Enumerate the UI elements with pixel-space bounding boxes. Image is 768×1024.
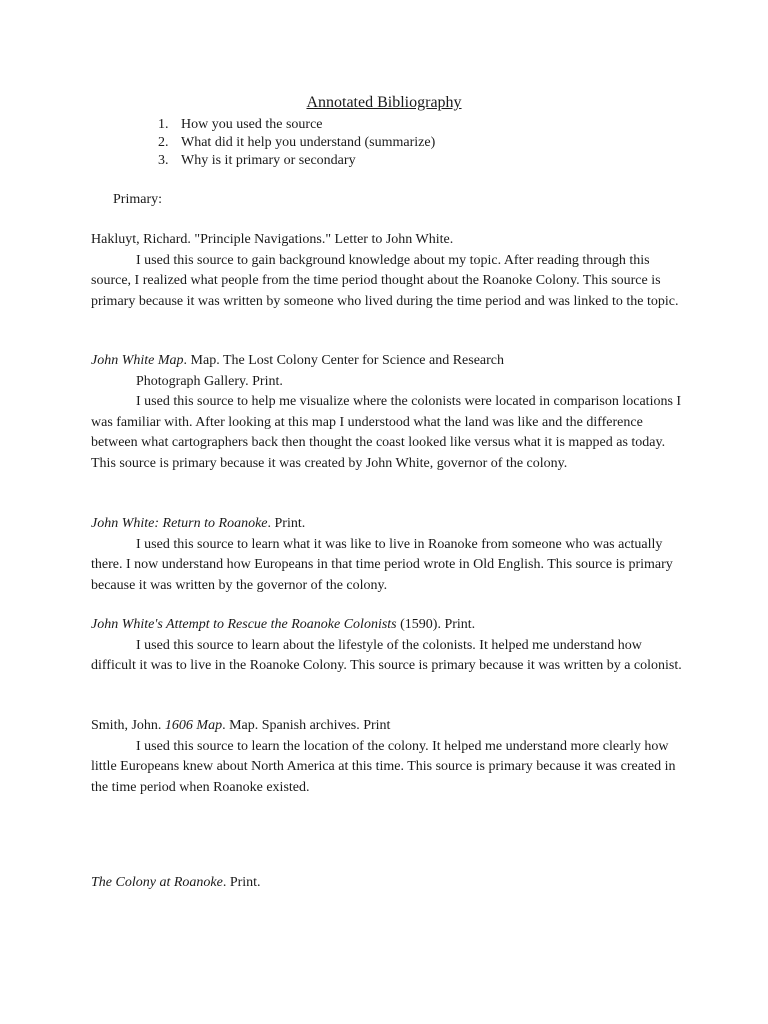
section-label-primary: Primary: xyxy=(113,192,162,207)
citation-rest: . Print. xyxy=(222,875,261,890)
instruction-item xyxy=(158,116,435,134)
page-title: Annotated Bibliography xyxy=(306,94,462,111)
citation-continuation: Photograph Gallery. Print. xyxy=(136,373,283,389)
bibliography-entry xyxy=(91,716,683,798)
citation-rest: . Map. Spanish archives. Print xyxy=(222,718,391,733)
citation xyxy=(91,514,683,535)
citation-rest: . Print. xyxy=(267,516,306,531)
citation-title: 1606 Map xyxy=(164,718,223,733)
bibliography-entry xyxy=(91,351,683,475)
citation xyxy=(91,230,683,251)
citation-title: John White: Return to Roanoke xyxy=(91,516,268,531)
citation-rest: . Map. The Lost Colony Center for Science and Research xyxy=(183,353,505,368)
annotation: I used this source to help me visualize where the colonists were located in comparison locations I was familiar with. After looking at this map I understood what the land was like and the difference between what cartographers back then thought the coast looked like versus what it is mapped as today. This source is primary because it was created by John White, governor of the colony. xyxy=(91,394,682,471)
instruction-text: How you used the source xyxy=(181,117,323,132)
annotation: I used this source to gain background knowledge about my topic. After reading through this source, I realized what people from the time period thought about the Roanoke Colony. This source is primary because it was written by someone who lived during the time period and was linked to the topic. xyxy=(91,252,679,309)
citation xyxy=(91,351,683,392)
citation-title: The Colony at Roanoke xyxy=(91,875,223,890)
citation-author: Smith, John. xyxy=(91,718,165,733)
citation-title: John White's Attempt to Rescue the Roanoke Colonists xyxy=(91,617,397,632)
citation xyxy=(91,873,683,894)
bibliography-entry xyxy=(91,514,683,596)
citation-rest: (1590). Print. xyxy=(396,617,476,632)
instruction-list xyxy=(158,116,435,170)
instruction-number: 2. xyxy=(158,135,169,150)
annotation: I used this source to learn about the lifestyle of the colonists. It helped me understand how difficult it was to live in the Roanoke Colony. This source is primary because it was written by a colonist. xyxy=(91,637,682,674)
bibliography-entry xyxy=(91,615,683,677)
annotation: I used this source to learn the location of the colony. It helped me understand more clearly how little Europeans knew about North America at this time. This source is primary because it was created in the time period when Roanoke existed. xyxy=(91,738,676,795)
citation xyxy=(91,716,683,737)
instruction-item xyxy=(158,134,435,152)
instruction-number: 3. xyxy=(158,153,169,168)
bibliography-entry xyxy=(91,873,683,894)
instruction-text: Why is it primary or secondary xyxy=(181,153,356,168)
annotation: I used this source to learn what it was like to live in Roanoke from someone who was actually there. I now understand how Europeans in that time period wrote in Old English. This source is primary because it was written by the governor of the colony. xyxy=(91,536,673,593)
citation xyxy=(91,615,683,636)
instruction-item xyxy=(158,152,435,170)
instruction-text: What did it help you understand (summarize) xyxy=(181,135,436,150)
citation-title: John White Map xyxy=(91,353,184,368)
bibliography-entry xyxy=(91,230,683,312)
instruction-number: 1. xyxy=(158,117,169,132)
citation-text: Hakluyt, Richard. "Principle Navigations." Letter to John White. xyxy=(91,232,454,247)
